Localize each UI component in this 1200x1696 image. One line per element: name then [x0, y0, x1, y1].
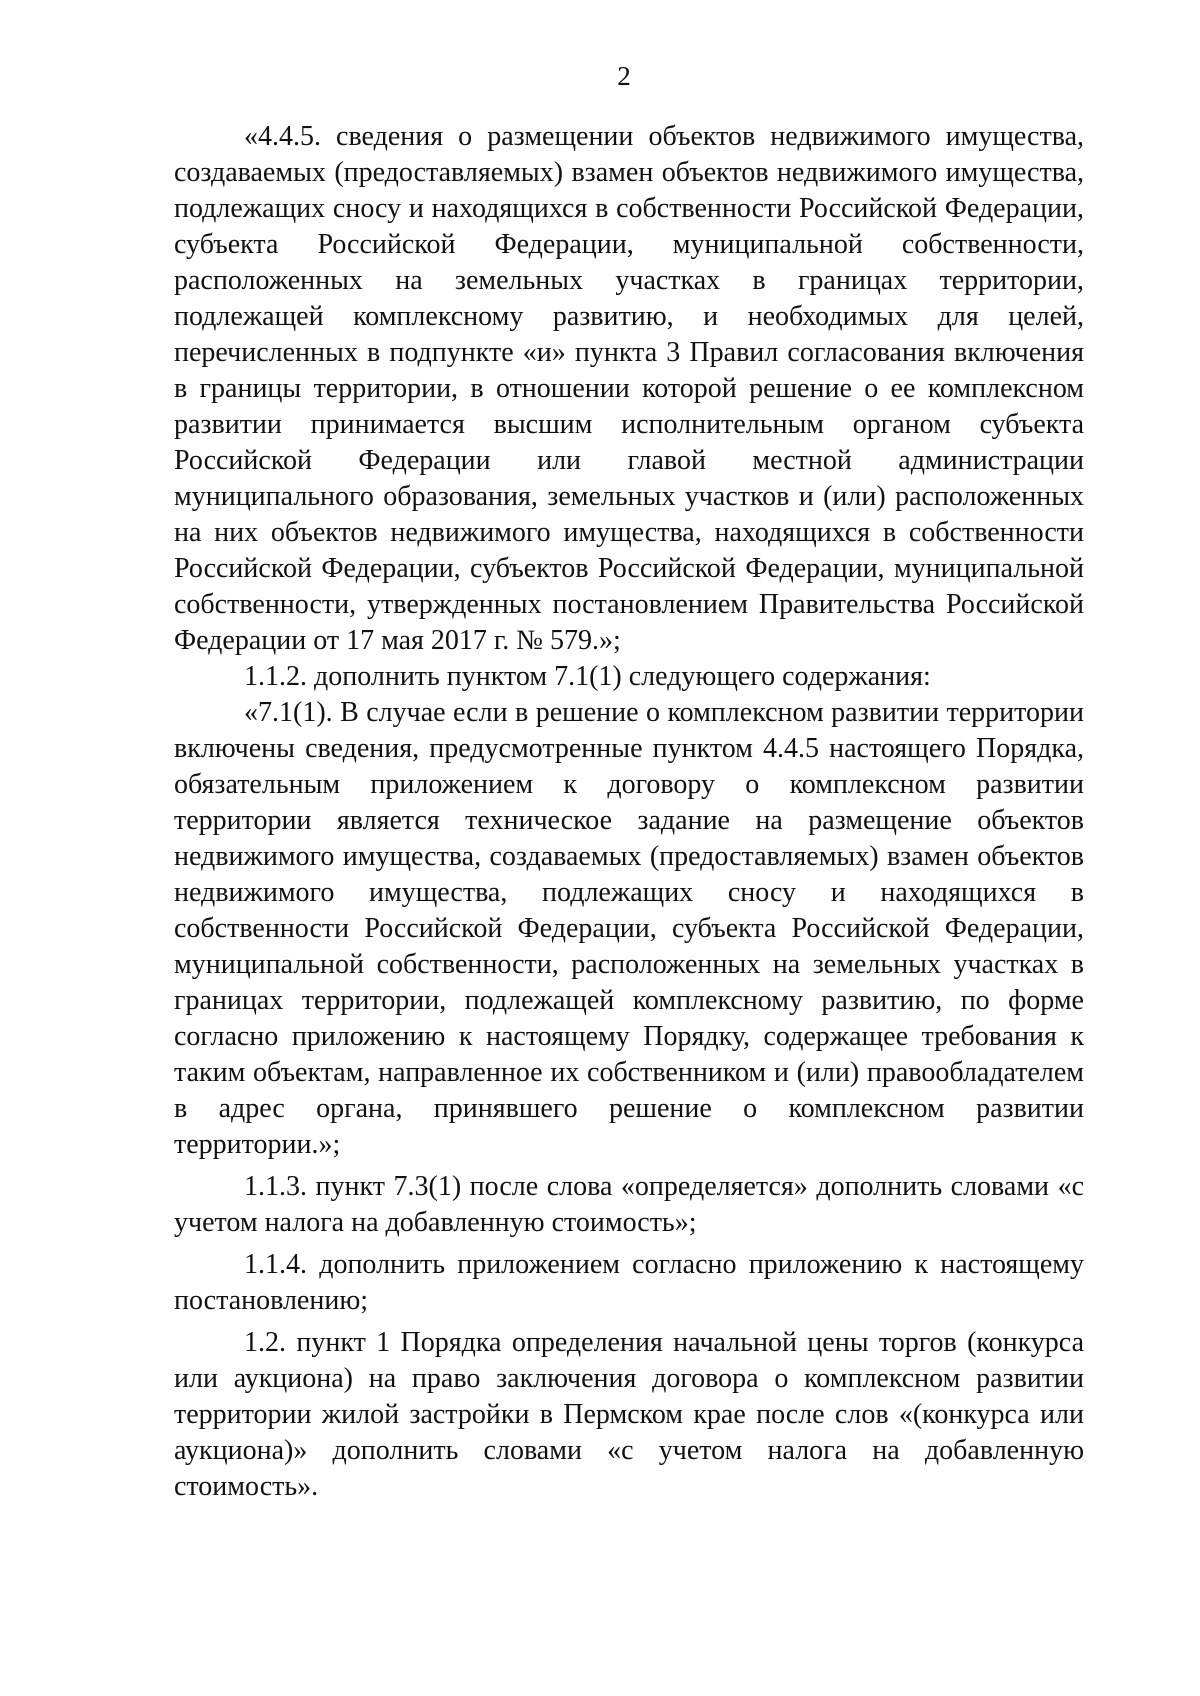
document-body: [174, 119, 1084, 1505]
paragraph-1-1-2: 1.1.2. дополнить пунктом 7.1(1) следующего содержания:: [244, 661, 931, 692]
paragraph-7-1-1: «7.1(1). В случае если в решение о комплексном развитии территории включены сведения, предусмотренные пунктом 4.4.5 настоящего Порядка, обязательным приложением к договору о комплексном развитии территории является техническое задание на размещение объектов недвижимого имущества, создаваемых (предоставляемых) взамен объектов недвижимого имущества, подлежащих сносу и находящихся в собственности Российской Федерации, субъекта Российской Федерации, муниципальной собственности, расположенных на земельных участках в границах территории, подлежащей комплексному развитию, по форме согласно приложению к настоящему Порядку, содержащее требования к таким объектам, направленное их собственником и (или) правообладателем в адрес органа, принявшего решение о комплексном развитии территории.»;: [174, 697, 1084, 1160]
page-number: 2: [617, 61, 631, 91]
paragraph-4-4-5: «4.4.5. сведения о размещении объектов недвижимого имущества, создаваемых (предоставляемых) взамен объектов недвижимого имущества, подлежащих сносу и находящихся в собственности Российской Федерации, субъекта Российской Федерации, муниципальной собственности, расположенных на земельных участках в границах территории, подлежащей комплексному развитию, и необходимых для целей, перечисленных в подпункте «и» пункта 3 Правил согласования включения в границы территории, в отношении которой решение о ее комплексном развитии принимается высшим исполнительным органом субъекта Российской Федерации или главой местной администрации муниципального образования, земельных участков и (или) расположенных на них объектов недвижимого имущества, находящихся в собственности Российской Федерации, субъектов Российской Федерации, муниципальной собственности, утвержденных постановлением Правительства Российской Федерации от 17 мая 2017 г. № 579.»;: [174, 121, 1084, 656]
paragraph-1-1-3: 1.1.3. пункт 7.3(1) после слова «определяется» дополнить словами «с учетом налога на добавленную стоимость»;: [174, 1171, 1084, 1238]
paragraph-1-2: 1.2. пункт 1 Порядка определения начальной цены торгов (конкурса или аукциона) на право заключения договора о комплексном развитии территории жилой застройки в Пермском крае после слов «(конкурса или аукциона)» дополнить словами «с учетом налога на добавленную стоимость».: [174, 1327, 1084, 1502]
paragraph-1-1-4: 1.1.4. дополнить приложением согласно приложению к настоящему постановлению;: [174, 1249, 1084, 1316]
